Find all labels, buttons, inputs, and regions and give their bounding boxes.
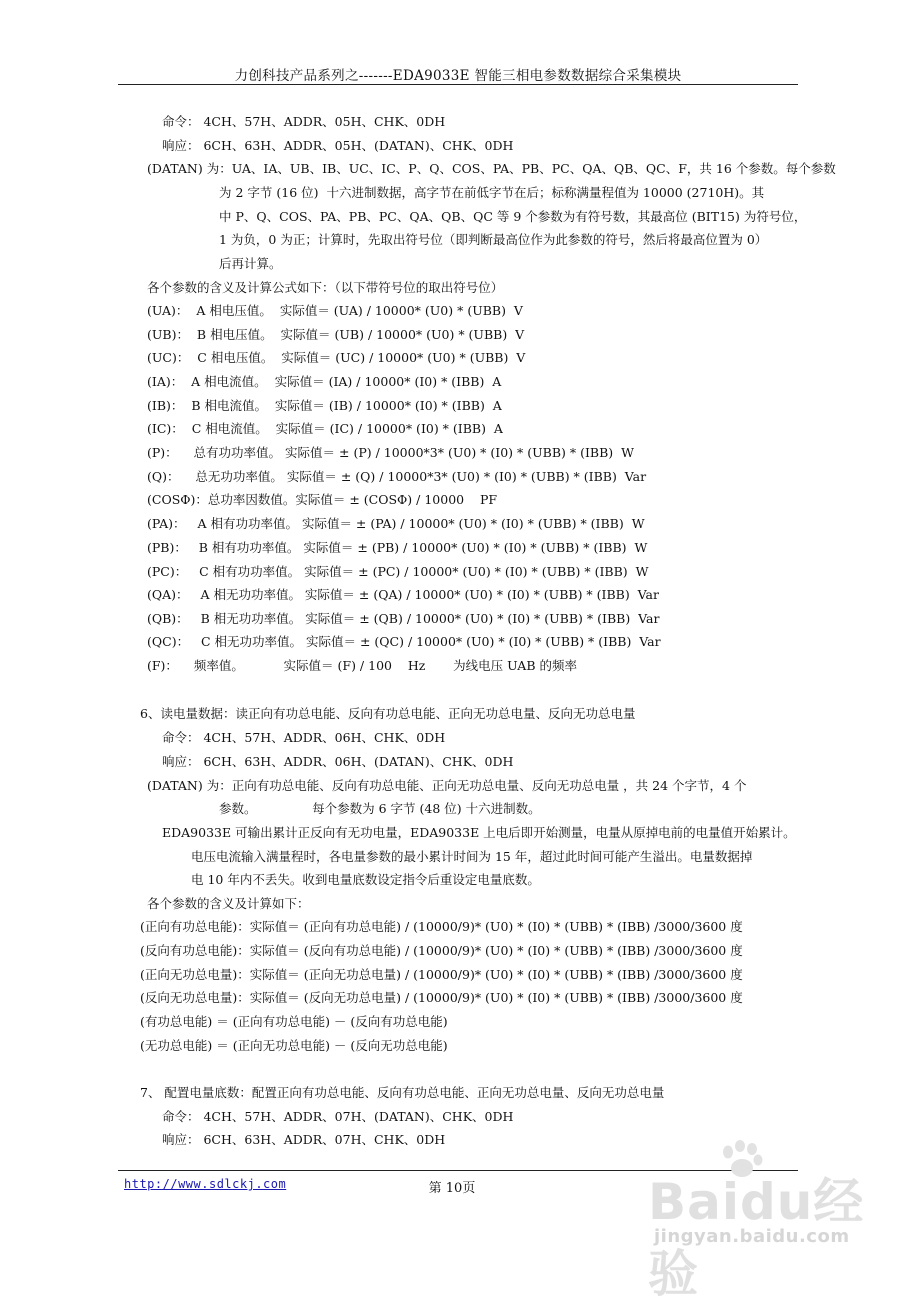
formula-line: (PC)： C 相有功功率值。 实际值＝ ± (PC) / 10000* (U0) * (I0) * (UBB) * (IBB) W <box>147 564 649 579</box>
formula-line: (IB)： B 相电流值。 实际值＝ (IB) / 10000* (I0) * (IBB) A <box>147 398 502 413</box>
footer-url-link[interactable]: http://www.sdlckj.com <box>124 1177 287 1191</box>
formula-line: (QA)： A 相无功功率值。 实际值＝ ± (QA) / 10000* (U0) * (I0) * (UBB) * (IBB) Var <box>147 587 659 602</box>
formula-line: (P)： 总有功功率值。 实际值＝ ± (P) / 10000*3* (U0) * (I0) * (UBB) * (IBB) W <box>147 445 634 460</box>
formula-line: (IC)： C 相电流值。 实际值＝ (IC) / 10000* (I0) * (IBB) A <box>147 421 503 436</box>
energy-formula: (无功总电能) ＝ (正向无功总电能) － (反向无功总电能) <box>140 1038 448 1053</box>
header-divider <box>118 84 798 85</box>
energy-formula: (正向无功总电量)：实际值＝ (正向无功总电量) / (10000/9)* (U0) * (I0) * (UBB) * (IBB) /3000/3600 度 <box>140 967 743 982</box>
cmd-line-5: 命令： 4CH、57H、ADDR、05H、CHK、0DH <box>162 114 446 129</box>
formula-line: (COSΦ)：总功率因数值。实际值＝ ± (COSΦ) / 10000 PF <box>147 492 498 507</box>
datan-desc: 参数。 每个参数为 6 字节 (48 位) 十六进制数。 <box>219 801 541 816</box>
page-number: 第 10页 <box>428 1181 476 1196</box>
formula-line: (F)： 频率值。 实际值＝ (F) / 100 Hz 为线电压 UAB 的频率 <box>147 658 577 673</box>
energy-formula: (有功总电能) ＝ (正向有功总电能) － (反向有功总电能) <box>140 1014 448 1029</box>
cmd-line-7: 命令： 4CH、57H、ADDR、07H、(DATAN)、CHK、0DH <box>162 1109 514 1124</box>
formula-line: (Q)： 总无功功率值。 实际值＝ ± (Q) / 10000*3* (U0) * (I0) * (UBB) * (IBB) Var <box>147 469 647 484</box>
energy-formula: (反向无功总电量)：实际值＝ (反向无功总电量) / (10000/9)* (U0) * (I0) * (UBB) * (IBB) /3000/3600 度 <box>140 990 743 1005</box>
formula-line: (UA)： A 相电压值。 实际值＝ (UA) / 10000* (U0) * (UBB) V <box>147 303 523 318</box>
resp-line-5: 响应： 6CH、63H、ADDR、05H、(DATAN)、CHK、0DH <box>162 138 514 153</box>
page-header: 力创科技产品系列之-------EDA9033E 智能三相电参数数据综合采集模块 <box>234 68 682 84</box>
datan-desc: 中 P、Q、COS、PA、PB、PC、QA、QB、QC 等 9 个参数为有符号数，其最高位 (BIT15) 为符号位， <box>219 209 807 224</box>
datan-desc: (DATAN) 为：UA、IA、UB、IB、UC、IC、P、Q、COS、PA、PB、PC、QA、QB、QC、F，共 16 个参数。每个参数 <box>147 161 836 176</box>
resp-line-6: 响应： 6CH、63H、ADDR、06H、(DATAN)、CHK、0DH <box>162 754 514 769</box>
formula-line: (PB)： B 相有功功率值。 实际值＝ ± (PB) / 10000* (U0) * (I0) * (UBB) * (IBB) W <box>147 540 648 555</box>
section-heading-7: 7、 配置电量底数：配置正向有功总电能、反向有功总电能、正向无功总电量、反向无功总电量 <box>140 1085 665 1100</box>
datan-desc: 1 为负，0 为正；计算时，先取出符号位（即判断最高位作为此参数的符号，然后将最高位置为 0） <box>219 232 768 247</box>
cmd-line-6: 命令： 4CH、57H、ADDR、06H、CHK、0DH <box>162 730 446 745</box>
watermark-url: jingyan.baidu.com <box>654 1226 850 1247</box>
section-intro: 各个参数的含义及计算如下： <box>147 896 310 911</box>
formula-line: (QC)： C 相无功功率值。 实际值＝ ± (QC) / 10000* (U0) * (I0) * (UBB) * (IBB) Var <box>147 634 661 649</box>
formula-line: (PA)： A 相有功功率值。 实际值＝ ± (PA) / 10000* (U0) * (I0) * (UBB) * (IBB) W <box>147 516 645 531</box>
paragraph-line: EDA9033E 可输出累计正反向有无功电量，EDA9033E 上电后即开始测量，电量从原掉电前的电量值开始累计。 <box>162 825 796 840</box>
formula-line: (IA)： A 相电流值。 实际值＝ (IA) / 10000* (I0) * (IBB) A <box>147 374 502 389</box>
resp-line-7: 响应： 6CH、63H、ADDR、07H、CHK、0DH <box>162 1132 446 1147</box>
energy-formula: (正向有功总电能)：实际值＝ (正向有功总电能) / (10000/9)* (U0) * (I0) * (UBB) * (IBB) /3000/3600 度 <box>140 919 743 934</box>
datan-desc: 为 2 字节 (16 位) 十六进制数据，高字节在前低字节在后；标称满量程值为 10000 (2710H)。其 <box>219 185 765 200</box>
paragraph-line: 电 10 年内不丢失。收到电量底数设定指令后重设定电量底数。 <box>191 872 540 887</box>
datan-desc: (DATAN) 为：正向有功总电能、反向有功总电能、正向无功总电量、反向无功总电量 ，共 24 个字节，4 个 <box>147 778 747 793</box>
section-heading-6: 6、读电量数据：读正向有功总电能、反向有功总电能、正向无功总电量、反向无功总电量 <box>140 706 636 721</box>
formula-line: (UC)： C 相电压值。 实际值＝ (UC) / 10000* (U0) * (UBB) V <box>147 350 526 365</box>
watermark-logo: Baidu经验 <box>648 1173 865 1303</box>
paragraph-line: 电压电流输入满量程时，各电量参数的最小累计时间为 15 年，超过此时间可能产生溢出。电量数据掉 <box>191 849 753 864</box>
formula-line: (QB)： B 相无功功率值。 实际值＝ ± (QB) / 10000* (U0) * (I0) * (UBB) * (IBB) Var <box>147 611 660 626</box>
formula-line: (UB)： B 相电压值。 实际值＝ (UB) / 10000* (U0) * (UBB) V <box>147 327 525 342</box>
energy-formula: (反向有功总电能)：实际值＝ (反向有功总电能) / (10000/9)* (U0) * (I0) * (UBB) * (IBB) /3000/3600 度 <box>140 943 743 958</box>
section-intro: 各个参数的含义及计算公式如下：（以下带符号位的取出符号位） <box>147 280 504 295</box>
datan-desc: 后再计算。 <box>219 256 282 271</box>
